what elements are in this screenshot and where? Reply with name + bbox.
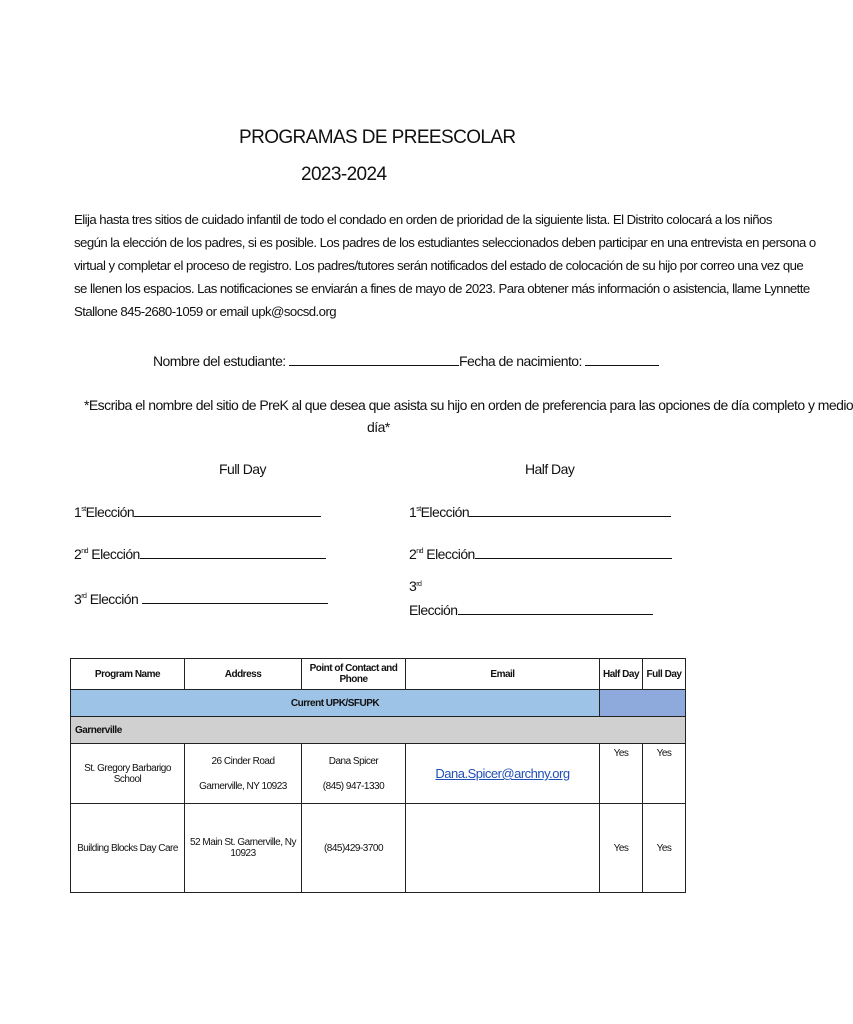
intro-line: virtual y completar el proceso de registro. Los padres/tutores serán notificados del estado de colocación de su hijo por correo una vez que [74,258,804,273]
half-day-choice-2-blank[interactable] [475,545,672,559]
student-name-label: Nombre del estudiante: [153,353,286,369]
page-subtitle-year: 2023-2024 [301,164,387,185]
full-day-choice-3: 3rd Elección [74,590,328,607]
email-link[interactable]: Dana.Spicer@archny.org [435,766,570,781]
intro-line: se llenen los espacios. Las notificaciones se enviarán a fines de mayo de 2023. Para obtener más información o asistencia, llame Lynnette [74,281,810,296]
table-section-band [71,690,686,717]
birth-date-label: Fecha de nacimiento: [459,353,582,369]
half-day-choice-1: 1stElección [409,503,671,520]
table-row [71,804,686,893]
half-day-choice-3-number: 3rd [409,578,422,594]
birth-date-blank[interactable] [585,352,659,366]
intro-line: Elija hasta tres sitios de cuidado infantil de todo el condado en orden de prioridad de la siguiente lista. El Distrito colocará a los niños [74,212,772,227]
full-day-choice-2-blank[interactable] [140,545,326,559]
program-contact: (845)429-3700 [302,804,406,893]
instruction-line-2: día* [367,419,390,435]
program-email [406,804,600,893]
half-day-header: Half Day [525,461,575,477]
column-header: Email [406,659,600,690]
half-day-choice-2: 2nd Elección [409,545,672,562]
instruction-line-1: *Escriba el nombre del sitio de PreK al que desea que asista su hijo en orden de preferencia para las opciones de día completo y medio [84,397,853,413]
intro-line: Stallone 845-2680-1059 or email upk@socsd.org [74,304,337,319]
full-day-value: Yes [643,804,686,893]
full-day-choice-1: 1stElección [74,503,321,520]
student-name-blank[interactable] [289,352,459,366]
table-header-row [71,659,686,690]
half-day-value: Yes [600,804,643,893]
column-header: Full Day [643,659,686,690]
column-header: Program Name [71,659,185,690]
full-day-header: Full Day [219,461,266,477]
half-day-choice-1-blank[interactable] [469,503,671,517]
half-day-value: Yes [600,744,643,804]
program-address: 52 Main St. Garnerville, Ny 10923 [185,804,302,893]
full-day-choice-3-blank[interactable] [142,590,328,604]
program-name: St. Gregory Barbarigo School [71,744,185,804]
intro-line: según la elección de los padres, si es posible. Los padres de los estudiantes seleccionados deben participar en una entrevista en persona o [74,235,816,250]
column-header: Half Day [600,659,643,690]
column-header: Point of Contact and Phone [302,659,406,690]
program-email [406,744,600,804]
student-info-line [153,352,659,369]
town-label: Garnerville [71,717,686,744]
page-title: PROGRAMAS DE PREESCOLAR [239,127,516,148]
program-contact: Dana Spicer (845) 947-1330 [302,744,406,804]
program-table [70,658,686,893]
full-day-value: Yes [643,744,686,804]
table-row [71,744,686,804]
intro-paragraph [74,208,816,323]
program-address: 26 Cinder Road Garnerville, NY 10923 [185,744,302,804]
full-day-choice-1-blank[interactable] [134,503,321,517]
half-day-choice-3-blank[interactable] [458,601,653,615]
table-town-row [71,717,686,744]
program-name: Building Blocks Day Care [71,804,185,893]
column-header: Address [185,659,302,690]
half-day-choice-3: Elección [409,601,653,618]
full-day-choice-2: 2nd Elección [74,545,326,562]
section-band-fill [600,690,686,717]
section-band-label: Current UPK/SFUPK [71,690,600,717]
